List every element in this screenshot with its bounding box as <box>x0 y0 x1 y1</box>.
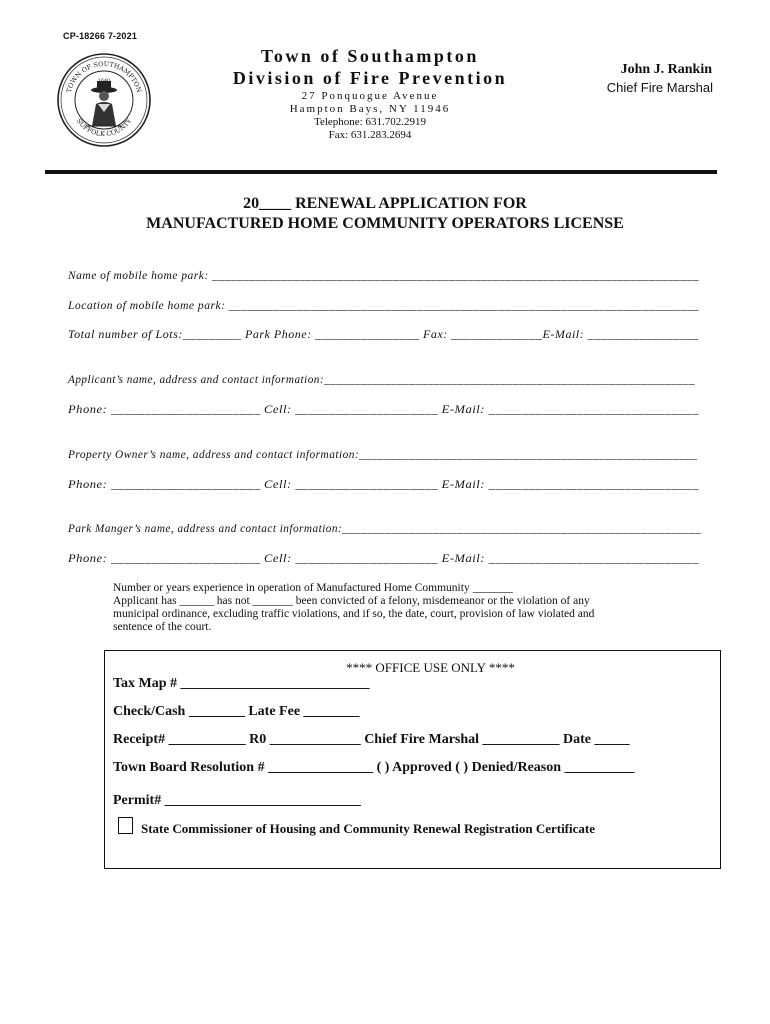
marshal-title: Chief Fire Marshal <box>606 80 713 95</box>
certificate-label: State Commissioner of Housing and Community Renewal Registration Certificate <box>141 821 595 836</box>
marshal-name: John J. Rankin <box>620 62 712 77</box>
town-seal <box>56 52 152 148</box>
resolution-field[interactable]: Town Board Resolution # _______________ ( ) Approved ( ) Denied/Reason __________ <box>113 760 635 775</box>
telephone: Telephone: 631.702.2919 <box>314 116 426 128</box>
manager-phone-field[interactable]: Phone: ______________________ Cell: _____________________ E-Mail: _______________________________ <box>68 551 700 565</box>
receipt-date-field[interactable]: Receipt# ___________ R0 _____________ Chief Fire Marshal ___________ Date _____ <box>113 732 630 747</box>
manager-info-field[interactable]: Park Manger’s name, address and contact information:___________________________________________________________ <box>68 521 702 535</box>
seal-top-text: TOWN OF SOUTHAMPTON <box>64 59 144 94</box>
permit-field[interactable]: Permit# ____________________________ <box>113 793 361 808</box>
form-title-line1: 20____ RENEWAL APPLICATION FOR <box>243 195 527 212</box>
applicant-phone-field[interactable]: Phone: ______________________ Cell: _____________________ E-Mail: _______________________________ <box>68 402 700 416</box>
tax-map-field[interactable]: Tax Map # ___________________________ <box>113 676 370 691</box>
office-use-title: **** OFFICE USE ONLY **** <box>346 660 515 675</box>
applicant-info-field[interactable]: Applicant’s name, address and contact information:_____________________________________________________________ <box>68 372 696 386</box>
experience-line[interactable]: Number or years experience in operation of Manufactured Home Community _______ <box>113 582 513 594</box>
form-title-line2: MANUFACTURED HOME COMMUNITY OPERATORS LICENSE <box>146 215 624 232</box>
conviction-line-3: sentence of the court. <box>113 621 212 633</box>
division-name: Division of Fire Prevention <box>232 68 508 88</box>
conviction-line[interactable]: Applicant has ______ has not _______ been convicted of a felony, misdemeanor or the violation of any <box>113 595 590 607</box>
address-street: 27 Ponquogue Avenue <box>301 90 439 102</box>
lots-phone-fax-email-field[interactable]: Total number of Lots:_________ Park Phone: ________________ Fax: ______________E-Mail: _________________ <box>68 327 699 341</box>
form-code: CP-18266 7-2021 <box>63 31 138 41</box>
certificate-checkbox[interactable] <box>118 817 133 834</box>
town-name: Town of Southampton <box>261 46 479 66</box>
conviction-line-2: municipal ordinance, excluding traffic violations, and if so, the date, court, provision of law violated and <box>113 608 595 620</box>
header-divider <box>45 170 717 174</box>
owner-info-field[interactable]: Property Owner’s name, address and contact information:_______________________________________________________ <box>68 447 698 461</box>
check-cash-late-fee-field[interactable]: Check/Cash ________ Late Fee ________ <box>113 704 360 719</box>
park-location-field[interactable]: Location of mobile home park: ___________________________________________________________________________ <box>68 298 700 312</box>
owner-phone-field[interactable]: Phone: ______________________ Cell: _____________________ E-Mail: _______________________________ <box>68 477 700 491</box>
park-name-field[interactable]: Name of mobile home park: ______________________________________________________________________________ <box>68 268 699 282</box>
fax: Fax: 631.283.2694 <box>328 129 412 141</box>
address-city: Hampton Bays, NY 11946 <box>289 103 451 115</box>
experience-paragraph <box>113 582 673 634</box>
seal-bottom-text: SUFFOLK COUNTY <box>74 117 134 139</box>
